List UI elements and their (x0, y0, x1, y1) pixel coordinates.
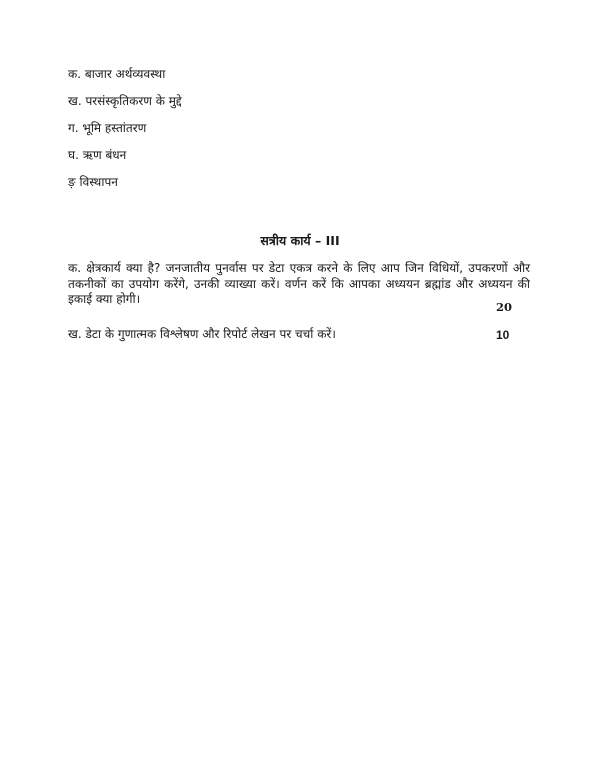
question-1-marks: 20 (496, 300, 513, 314)
list-item: घ. ऋण बंधन (68, 148, 127, 162)
question-2-marks: 10 (496, 328, 510, 342)
list-item: ख. परसंस्कृतिकरण के मुद्दे (68, 94, 182, 108)
list-item: ग. भूमि हस्तांतरण (68, 121, 147, 135)
list-item: ङ़ विस्थापन (68, 175, 118, 189)
topic-list (68, 66, 182, 201)
question-1-text: क. क्षेत्रकार्य क्या है? जनजातीय पुनर्वास पर डेटा एकत्र करने के लिए आप जिन विधियों, उपकरणों और तकनीकों का उपयोग करेंगे, उनकी व्याख्या करें। वर्णन करें कि आपका अध्ययन ब्रह्मांड और अध्ययन की इकाई क्या होगी। (68, 261, 530, 306)
section-heading: सत्रीय कार्य – III (260, 233, 340, 248)
question-1 (68, 261, 530, 308)
list-item: क. बाजार अर्थव्यवस्था (68, 67, 166, 81)
question-2-text: ख. डेटा के गुणात्मक विश्लेषण और रिपोर्ट लेखन पर चर्चा करें। (68, 327, 336, 341)
